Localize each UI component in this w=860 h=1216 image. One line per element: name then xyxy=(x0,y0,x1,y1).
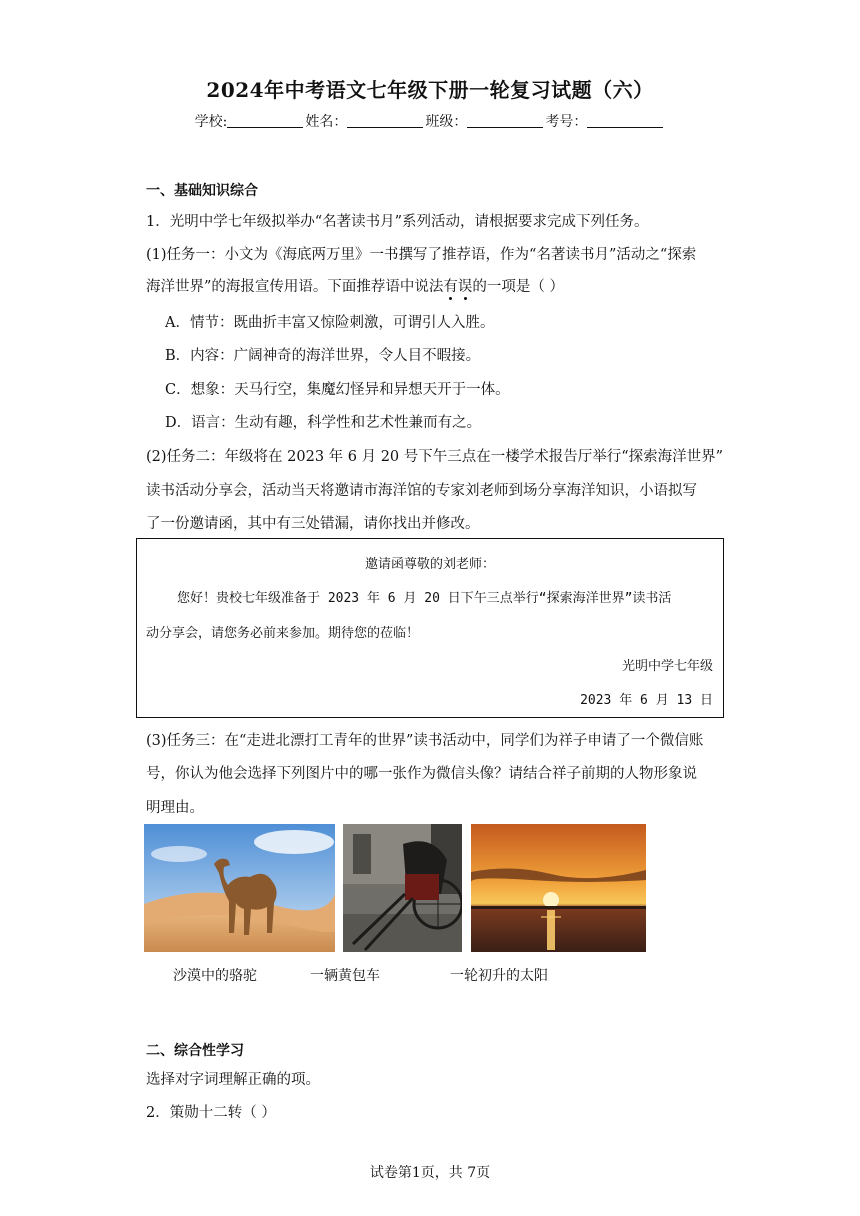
school-label: 学校: xyxy=(194,114,228,130)
class-blank[interactable] xyxy=(467,113,543,128)
section-2-instruction: 选择对字词理解正确的项。 xyxy=(146,1072,320,1088)
camel-desert-image xyxy=(144,824,335,952)
camel-desert-illustration xyxy=(144,824,335,952)
task-2-line-2: 读书活动分享会，活动当天将邀请市海洋馆的专家刘老师到场分享海洋知识，小语拟写 xyxy=(146,483,697,499)
number-label: 考号： xyxy=(545,114,588,130)
option-c[interactable]: C．想象：天马行空，集魔幻怪异和异想天开于一体。 xyxy=(165,382,510,398)
task-1-text: 海洋世界”的海报宣传用语。下面推荐语中说法 xyxy=(146,279,444,295)
question-2-stem: 2．策勋十二转（ ） xyxy=(146,1105,276,1121)
emphasis-char-you: 有 xyxy=(443,279,458,295)
task-1-line-1: (1)任务一：小文为《海底两万里》一书撰写了推荐语，作为“名著读书月”活动之“探索 xyxy=(146,247,697,263)
task-2-line-3: 了一份邀请函，其中有三处错漏，请你找出并修改。 xyxy=(146,516,480,532)
letter-body-line-2: 动分享会，请您务必前来参加。期待您的莅临！ xyxy=(146,626,420,641)
caption-rickshaw: 一辆黄包车 xyxy=(310,968,380,984)
letter-date: 2023 年 6 月 13 日 xyxy=(580,693,713,708)
caption-camel: 沙漠中的骆驼 xyxy=(173,968,257,984)
school-blank[interactable] xyxy=(227,113,303,128)
class-label: 班级： xyxy=(425,114,468,130)
question-1-stem: 1．光明中学七年级拟举办“名著读书月”系列活动，请根据要求完成下列任务。 xyxy=(146,214,649,230)
option-b[interactable]: B．内容：广阔神奇的海洋世界，令人目不暇接。 xyxy=(165,348,481,364)
task-1-line-2 xyxy=(146,275,564,296)
rickshaw-illustration xyxy=(343,824,462,952)
page-title: 2024年中考语文七年级下册一轮复习试题（六） xyxy=(206,78,654,102)
name-label: 姓名： xyxy=(305,114,348,130)
sunrise-image xyxy=(471,824,646,952)
rickshaw-image xyxy=(343,824,462,952)
page-footer: 试卷第1页，共 7页 xyxy=(369,1165,491,1181)
option-a[interactable]: A．情节：既曲折丰富又惊险刺激，可谓引人入胜。 xyxy=(165,315,495,331)
task-1-answer-bracket: 的一项是（ ） xyxy=(472,279,565,295)
letter-heading: 邀请函尊敬的刘老师： xyxy=(364,557,495,572)
task-3-line-2: 号，你认为他会选择下列图片中的哪一张作为微信头像？请结合祥子前期的人物形象说 xyxy=(146,766,697,782)
task-2-line-1: (2)任务二：年级将在 2023 年 6 月 20 号下午三点在一楼学术报告厅举行“探索海洋世界” xyxy=(146,449,724,465)
section-heading-comprehensive: 二、综合性学习 xyxy=(146,1043,244,1059)
name-blank[interactable] xyxy=(347,113,423,128)
letter-body-line-1: 您好！贵校七年级准备于 2023 年 6 月 20 日下午三点举行“探索海洋世界”读书活 xyxy=(177,591,672,606)
student-info-line xyxy=(0,111,860,131)
task-3-line-3: 明理由。 xyxy=(146,800,204,816)
invitation-letter-box xyxy=(136,538,724,718)
number-blank[interactable] xyxy=(587,113,663,128)
emphasis-char-wu: 误 xyxy=(457,279,473,295)
section-heading-basics: 一、基础知识综合 xyxy=(146,183,258,199)
caption-sunrise: 一轮初升的太阳 xyxy=(450,968,548,984)
sunrise-illustration xyxy=(471,824,646,952)
task-3-line-1: (3)任务三：在“走进北漂打工青年的世界”读书活动中，同学们为祥子申请了一个微信账 xyxy=(146,733,704,749)
option-d[interactable]: D．语言：生动有趣，科学性和艺术性兼而有之。 xyxy=(165,415,482,431)
letter-signer: 光明中学七年级 xyxy=(621,659,713,674)
